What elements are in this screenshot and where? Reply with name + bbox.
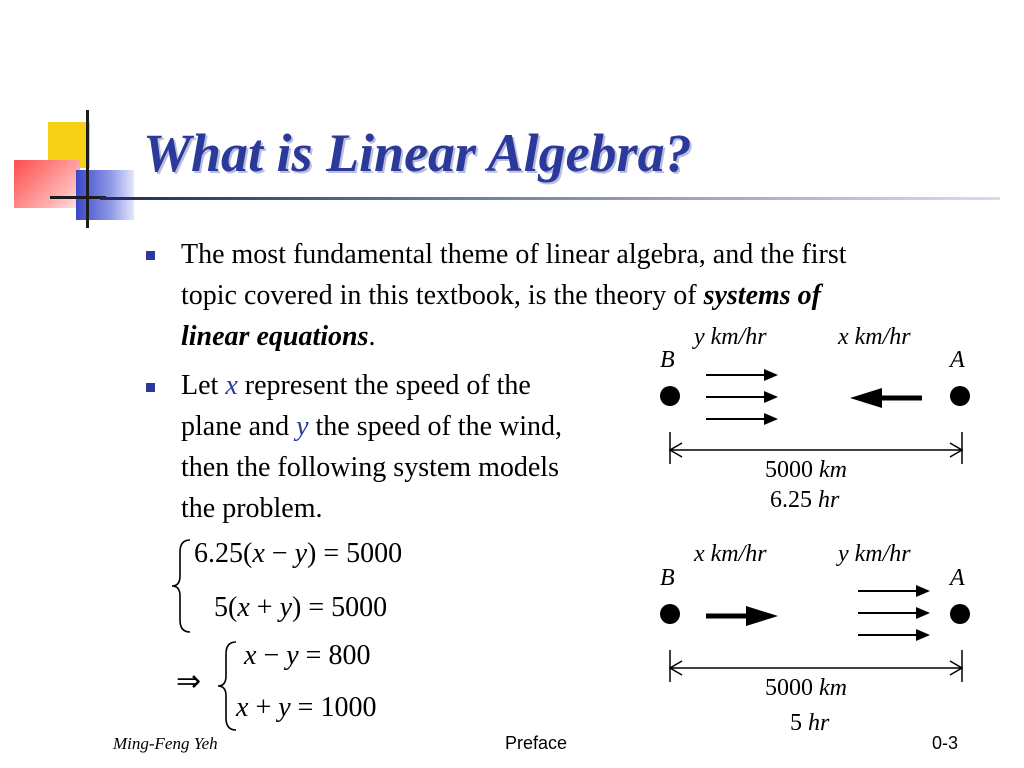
eq1-coef: 6.25( — [194, 538, 253, 569]
bullet-2-line-1 — [181, 365, 562, 406]
diagram1-distance-num: 5000 — [765, 457, 819, 483]
bullet-1-emphasis-2: linear equations — [181, 321, 369, 352]
blue-gradient-square — [76, 170, 134, 220]
diagram2-time-unit: hr — [808, 710, 830, 736]
diagram1-distance-unit: km — [819, 457, 847, 483]
bullet-2-line-3: then the following system models — [181, 452, 559, 483]
diagram1-time-num: 6.25 — [770, 487, 818, 513]
diagram1-graphic — [650, 360, 980, 470]
diagram1-point-b-dot — [660, 386, 680, 406]
diagram2-point-a-dot — [950, 604, 970, 624]
bullet-2-text: the speed of the wind, — [308, 411, 562, 442]
eq1-op: − — [264, 538, 295, 569]
equation-2 — [214, 592, 387, 624]
diagram2-graphic — [650, 578, 980, 688]
equation-system-2 — [216, 638, 456, 738]
equation-system-1 — [170, 538, 470, 638]
diagram2-point-a-label: A — [950, 565, 965, 591]
diagram1-left-speed-unit: km/hr — [710, 324, 767, 350]
bullet-2-line-2 — [181, 406, 562, 447]
eq4-rhs: = 1000 — [290, 692, 377, 723]
title-underline — [100, 197, 1000, 200]
diagram1-left-speed — [694, 324, 767, 351]
diagram2-point-b-dot — [660, 604, 680, 624]
bullet-1-period: . — [368, 321, 376, 352]
diagram2-distance — [765, 675, 847, 702]
implies-arrow: ⇒ — [176, 665, 202, 698]
diagram2-distance-num: 5000 — [765, 675, 819, 701]
bullet-2-line-4: the problem. — [181, 493, 323, 524]
bullet-2-text: Let — [181, 370, 226, 401]
decorative-logo — [0, 100, 140, 230]
diagram2-plane-arrow — [706, 606, 778, 626]
bullet-marker-2 — [146, 383, 155, 392]
eq4-y: y — [278, 692, 291, 723]
footer-section: Preface — [505, 733, 568, 753]
eq1-rhs: ) = 5000 — [307, 538, 403, 569]
eq2-x: x — [237, 592, 250, 623]
diagram2-right-speed-unit: km/hr — [854, 541, 911, 567]
equation-3 — [244, 640, 370, 672]
diagram1-right-speed-unit: km/hr — [854, 324, 911, 350]
eq4-op: + — [248, 692, 279, 723]
footer-author: Ming-Feng Yeh — [113, 734, 218, 753]
eq3-rhs: = 800 — [298, 640, 371, 671]
diagram1-right-speed — [838, 324, 911, 351]
diagram2-time-num: 5 — [790, 710, 808, 736]
vertical-line — [86, 110, 89, 228]
diagram1-plane-arrow — [850, 388, 922, 408]
eq3-y: y — [286, 640, 299, 671]
diagram1-point-a-label: A — [950, 347, 965, 373]
diagram1-point-a-dot — [950, 386, 970, 406]
diagram1-left-speed-var: y — [694, 324, 705, 350]
diagram1-time — [770, 487, 839, 514]
eq2-op: + — [249, 592, 280, 623]
diagram2-left-speed-unit: km/hr — [710, 541, 767, 567]
slide-title: What is Linear Algebra? — [143, 123, 692, 183]
diagram1-distance — [765, 457, 847, 484]
equation-1 — [194, 538, 402, 570]
diagram2-point-b-label: B — [660, 565, 675, 591]
bullet-1-line-1: The most fundamental theme of linear algebra, and the first — [181, 239, 847, 270]
eq2-rhs: ) = 5000 — [292, 592, 388, 623]
eq2-coef: 5( — [214, 592, 238, 623]
diagram2-left-speed — [694, 541, 767, 568]
diagram1-point-b-label: B — [660, 347, 675, 373]
eq3-op: − — [256, 640, 287, 671]
diagram1-wind-arrows — [706, 369, 778, 425]
footer-page-number: 0-3 — [932, 733, 959, 753]
variable-y: y — [296, 411, 309, 442]
diagram2-right-speed — [838, 541, 911, 568]
eq3-x: x — [244, 640, 257, 671]
diagram2-wind-arrows — [858, 585, 930, 641]
red-gradient-square — [14, 160, 80, 208]
diagram1-time-unit: hr — [818, 487, 840, 513]
diagram1-right-speed-var: x — [838, 324, 849, 350]
bullet-1-emphasis-1: systems of — [703, 280, 821, 311]
diagram2-distance-unit: km — [819, 675, 847, 701]
bullet-2-text: plane and — [181, 411, 297, 442]
bullet-marker-1 — [146, 251, 155, 260]
left-brace-1 — [170, 538, 194, 634]
eq1-x: x — [252, 538, 265, 569]
bullet-1-text: topic covered in this textbook, is the theory of — [181, 280, 704, 311]
bullet-2 — [181, 365, 562, 529]
eq4-x: x — [236, 692, 249, 723]
eq2-y: y — [279, 592, 292, 623]
horizontal-line — [50, 196, 106, 199]
diagram2-right-speed-var: y — [838, 541, 849, 567]
diagram2-left-speed-var: x — [694, 541, 705, 567]
eq1-y: y — [294, 538, 307, 569]
variable-x: x — [225, 370, 238, 401]
diagram2-time — [790, 710, 829, 737]
bullet-1-line-2 — [181, 275, 847, 316]
bullet-2-text: represent the speed of the — [237, 370, 531, 401]
equation-4 — [236, 692, 376, 724]
